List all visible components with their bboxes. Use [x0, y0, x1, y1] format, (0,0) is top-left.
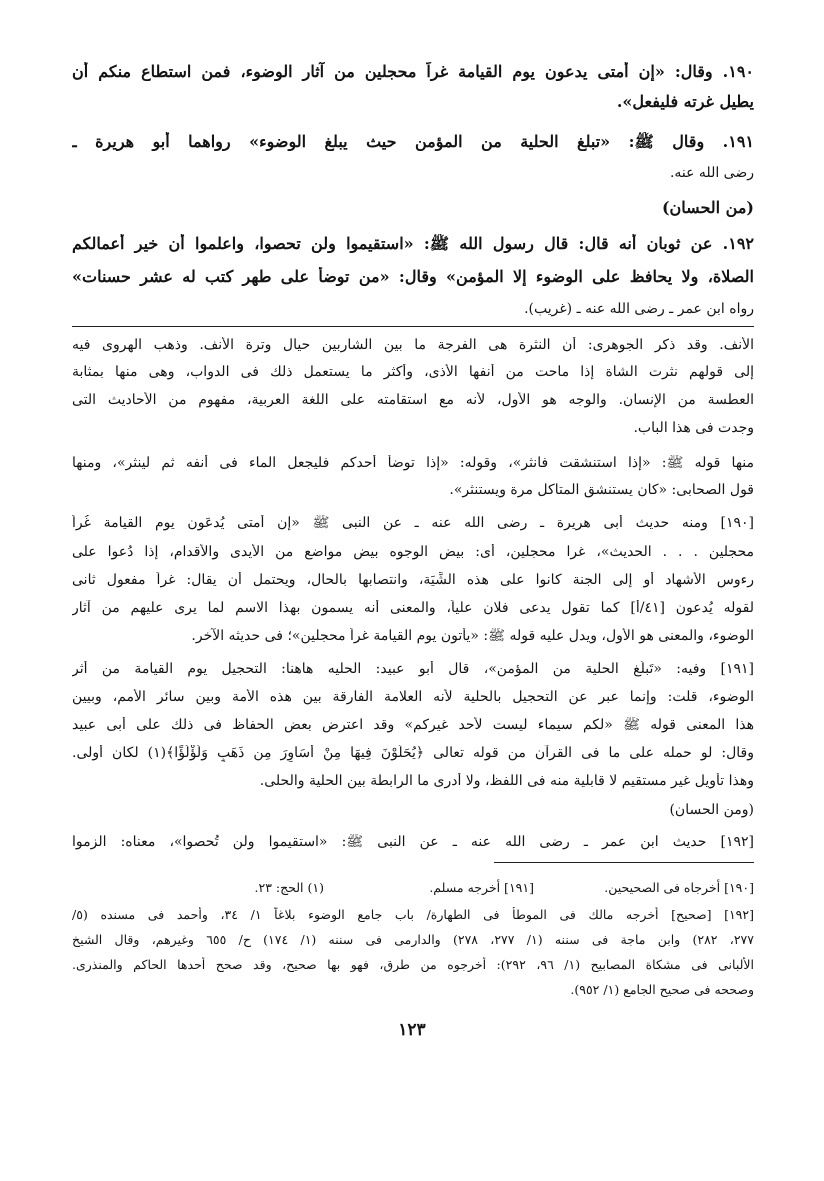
footnote-192-line-2: ٢٧٧، ٢٨٢) وابن ماجة فى سننه (١/ ٢٧٧، ٢٧٨) والدارمى فى سننه (١/ ١٧٤) ح/ ٦٥٥ وغيرهم، وقال الشيخ: [72, 932, 754, 947]
footnote-191: [١٩١] أخرجه مسلم.: [429, 880, 534, 895]
commentary-line-8: محجلين . . . الحديث»، غرا محجلين، أى: بيض الوجوه بيض مواضع من الأيدى والأقدام، إذا دُعوا على: [72, 544, 754, 560]
main-line-8: رواه ابن عمر ـ رضى الله عنه ـ (غريب).: [524, 301, 754, 317]
commentary-line-1: الأنف. وقد ذكر الجوهرى: أن النثرة هى الفرجة ما بين الشاربين حيال وترة الأنف. وذهب الهروى فيه: [72, 337, 754, 353]
commentary-line-3: العطسة من الإنسان. والوجه هو الأول، لأنه مع استقامته على اللغة العربية، مفهوم من الأحاديث التى: [72, 392, 754, 408]
main-line-2: يطيل غرته فليفعل».: [616, 92, 754, 111]
footnote-192-line-3: الألبانى فى مشكاة المصابيح (١/ ٩٦، ٢٩٢): أخرجوه من طرق، فهو بها صحيح، وقد صحح أحدها الحاكم والمنذرى.: [72, 957, 754, 972]
commentary-line-11: الوضوء، والمعنى هو الأول، ويدل عليه قوله ﷺ: «يأتون يوم القيامة غراً محجلين»؛ فى حديثه الآخر.: [191, 628, 754, 644]
main-line-4: رضى الله عنه.: [669, 165, 754, 181]
commentary-heading-hisan: (ومن الحسان): [669, 802, 754, 818]
commentary-line-10: لقوله يُدعون [٤١/أ] كما تقول يدعى فلان علياً، والمعنى أنه يسمون بهذا الاسم لما يرى عليهم من آثار: [72, 600, 754, 616]
commentary-line-9: رءوس الأشهاد أو إلى الجنة كانوا على هذه الشِّيَة، وانتصابها بالحال، ويحتمل أن يقال: غراً مفعول ثانى: [72, 572, 754, 588]
main-line-3: ١٩١. وقال ﷺ: «تبلغ الحلية من المؤمن حيث يبلغ الوضوء» رواهما أبو هريرة ـ: [72, 132, 754, 151]
footnote-192-line-4: وصححه فى صحيح الجامع (١/ ٩٥٢).: [570, 982, 754, 997]
commentary-line-7: [١٩٠] ومنه حديث أبى هريرة ـ رضى الله عنه ـ عن النبى ﷺ «إن أمتى يُدعَون يوم القيامة غُراً: [72, 515, 754, 531]
main-line-1: ١٩٠. وقال: «إن أمتى يدعون يوم القيامة غراً محجلين من آثار الوضوء، فمن استطاع منكم أن: [72, 62, 754, 81]
footnote-192-line-1: [١٩٢] [صحيح] أخرجه مالك فى الموطأ فى الطهارة/ باب جامع الوضوء بلاغاً ١/ ٣٤، وأحمد فى مسنده (٥/: [72, 907, 754, 922]
commentary-line-5: منها قوله ﷺ: «إذا استنشقت فانثر»، وقوله: «إذا توضأ أحدكم فليجعل الماء فى أنفه ثم لينثر»، ومنها: [72, 455, 754, 471]
commentary-line-4: وجدت فى هذا الباب.: [633, 420, 754, 436]
commentary-line-2: إلى قولهم نثرت الشاة إذا ماحت من أنفها الأذى، وأكثر ما يستعمل ذلك فى الدواب، وهى منها بمثابة: [72, 364, 754, 380]
footnote-1: (١) الحج: ٢٣.: [254, 880, 324, 895]
page-number: ١٢٣: [398, 1020, 426, 1040]
commentary-line-6: قول الصحابى: «كان يستنشق المتاكل مرة ويستنثر».: [449, 482, 754, 498]
footnote-divider: [494, 862, 754, 863]
footnote-190: [١٩٠] أخرجاه فى الصحيحين.: [604, 880, 754, 895]
section-heading-hisan: (من الحسان): [661, 198, 754, 217]
commentary-line-15: وقال: لو حمله على ما فى القرآن من قوله تعالى ﴿يُحَلَّوْنَ فِيهَا مِنْ أَسَاوِرَ مِن ذَهَبٍ وَلُؤْلُؤًا﴾(١) لكان أولى.: [72, 745, 754, 761]
main-line-6: ١٩٢. عن ثوبان أنه قال: قال رسول الله ﷺ: «استقيموا ولن تحصوا، واعلموا أن خير أعمالكم: [72, 234, 754, 253]
main-line-7: الصلاة، ولا يحافظ على الوضوء إلا المؤمن» وقال: «من توضأ على طهر كتب له عشر حسنات»: [72, 267, 754, 286]
commentary-line-14: هذا المعنى قوله ﷺ «لكم سيماء ليست لأحد غيركم» وقد اعترض بعض الحفاظ فى ذلك على أبى عبيد: [72, 717, 754, 733]
commentary-line-16: وهذا تأويل غير مستقيم لا قابلية منه فى اللفظ، ولا أدرى ما الرابطة بين الحلية والحلى.: [259, 773, 754, 789]
footnote-row-1: [72, 880, 754, 900]
commentary-line-13: الوضوء، قلت: وإنما عبر عن التحجيل بالحلية لأنه العلامة الفارقة بين هذه الأمة وبين سائر الأمم، وبيين: [72, 689, 754, 705]
commentary-line-18: [١٩٢] حديث ابن عمر ـ رضى الله عنه ـ عن النبى ﷺ: «استقيموا ولن تُحصوا»، معناه: الزموا: [72, 834, 754, 850]
commentary-line-12: [١٩١] وفيه: «تَبلُغ الحلية من المؤمن»، قال أبو عبيد: الحليه هاهنا: التحجيل يوم القيامة من أثر: [72, 661, 754, 677]
divider-main-commentary: [72, 326, 754, 327]
